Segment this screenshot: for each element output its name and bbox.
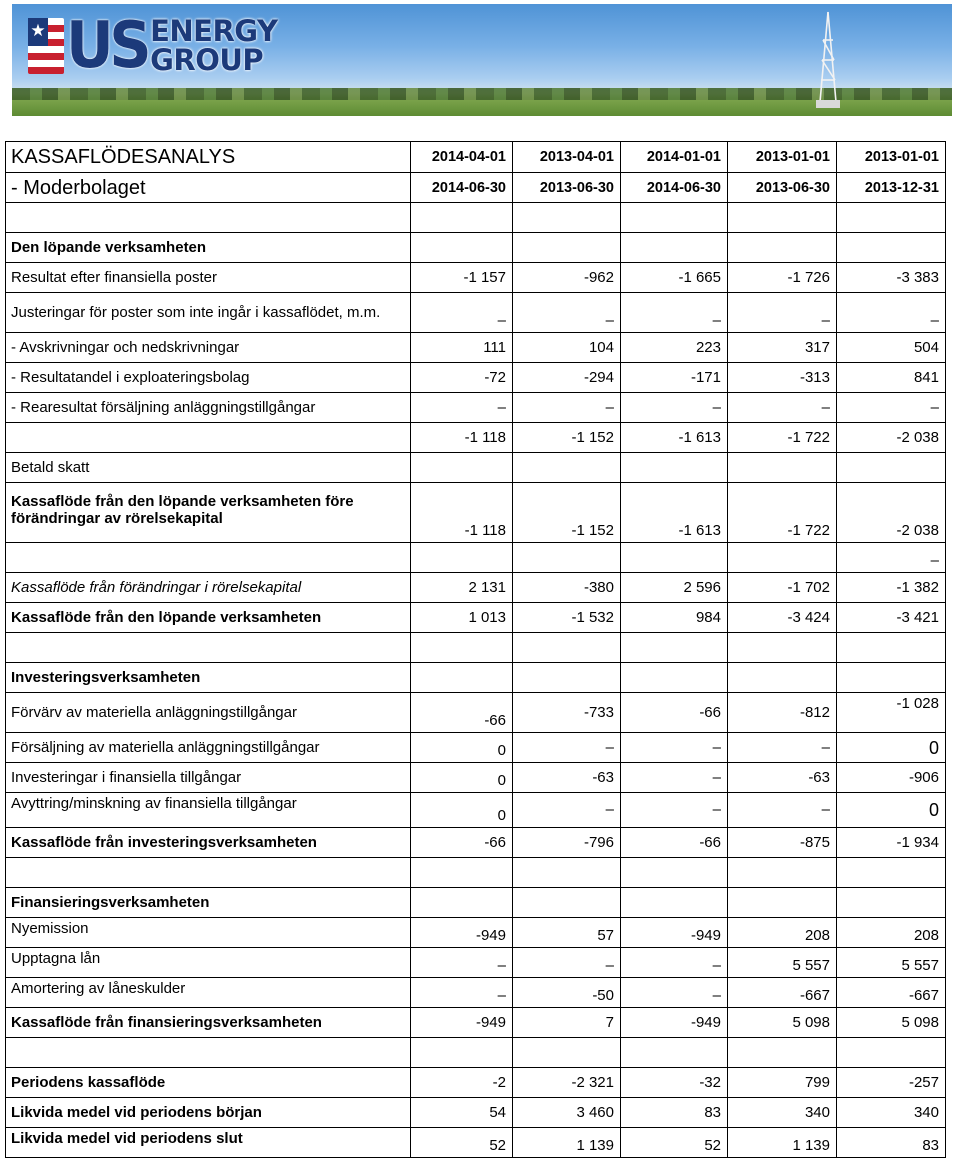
row-label: Upptagna lån: [6, 948, 411, 978]
cell-value: -1 118: [411, 423, 513, 453]
cell-value: -1 152: [513, 483, 621, 543]
cell-value: -63: [513, 763, 621, 793]
section-title: Investeringsverksamheten: [6, 663, 411, 693]
cell-value: -1 722: [728, 423, 837, 453]
cell-value: –: [513, 948, 621, 978]
cell-value: 83: [837, 1128, 946, 1158]
cell-value: –: [621, 293, 728, 333]
table-header-row: [6, 173, 946, 203]
cell-value: -1 157: [411, 263, 513, 293]
period-start-3: 2014-01-01: [621, 142, 728, 173]
table-row: [6, 543, 946, 573]
cell-value: -171: [621, 363, 728, 393]
cell-value: –: [621, 763, 728, 793]
cell-value: -906: [837, 763, 946, 793]
cell-value: 7: [513, 1008, 621, 1038]
cell-value: -3 383: [837, 263, 946, 293]
cell-value: 52: [411, 1128, 513, 1158]
table-row: [6, 483, 946, 543]
cell-value: 54: [411, 1098, 513, 1128]
cell-value: 317: [728, 333, 837, 363]
row-label: Kassaflöde från den löpande verksamheten före förändringar av rörelsekapital: [6, 483, 411, 543]
cell-value: –: [513, 733, 621, 763]
cell-value: -949: [411, 918, 513, 948]
period-start-4: 2013-01-01: [728, 142, 837, 173]
logo-energy-text: ENERGY: [150, 14, 278, 48]
table-row: [6, 1128, 946, 1158]
cell-value: -1 702: [728, 573, 837, 603]
cell-value: 0: [837, 793, 946, 828]
row-label: Kassaflöde från den löpande verksamheten: [6, 603, 411, 633]
cell-value: -3 424: [728, 603, 837, 633]
cell-dash: –: [837, 543, 946, 573]
table-row: [6, 333, 946, 363]
cell-value: -66: [411, 828, 513, 858]
cell-value: 52: [621, 1128, 728, 1158]
cell-value: -667: [728, 978, 837, 1008]
cell-value: -1 028: [837, 693, 946, 733]
cell-value: –: [513, 393, 621, 423]
cell-value: –: [621, 978, 728, 1008]
cell-value: –: [513, 293, 621, 333]
cell-value: 208: [837, 918, 946, 948]
table-row: [6, 263, 946, 293]
row-label: - Rearesultat försäljning anläggningstillgångar: [6, 393, 411, 423]
table-row: [6, 1068, 946, 1098]
period-end-5: 2013-12-31: [837, 173, 946, 203]
cell-value: -875: [728, 828, 837, 858]
row-label: Periodens kassaflöde: [6, 1068, 411, 1098]
cell-value: -294: [513, 363, 621, 393]
table-title: KASSAFLÖDESANALYS: [6, 142, 411, 173]
cell-value: 83: [621, 1098, 728, 1128]
row-label: Kassaflöde från investeringsverksamheten: [6, 828, 411, 858]
cell-value: –: [621, 393, 728, 423]
row-label: Försäljning av materiella anläggningstillgångar: [6, 733, 411, 763]
row-label: Betald skatt: [6, 453, 411, 483]
logo-group-text: GROUP: [150, 43, 264, 77]
spacer-row: [6, 1038, 946, 1068]
table-header-row: [6, 142, 946, 173]
period-start-2: 2013-04-01: [513, 142, 621, 173]
cell-value: 0: [411, 793, 513, 828]
cell-value: -1 613: [621, 483, 728, 543]
row-label: Kassaflöde från förändringar i rörelsekapital: [6, 573, 411, 603]
table-row: [6, 733, 946, 763]
cell-value: -1 118: [411, 483, 513, 543]
cell-value: -2: [411, 1068, 513, 1098]
period-end-1: 2014-06-30: [411, 173, 513, 203]
row-label: Avyttring/minskning av finansiella tillgångar: [6, 793, 411, 828]
cell-value: -313: [728, 363, 837, 393]
row-label: Nyemission: [6, 918, 411, 948]
cell-value: –: [621, 948, 728, 978]
cell-value: 340: [728, 1098, 837, 1128]
cell-value: –: [411, 293, 513, 333]
cell-value: -3 421: [837, 603, 946, 633]
cell-value: –: [728, 733, 837, 763]
cell-value: -2 321: [513, 1068, 621, 1098]
cell-value: -50: [513, 978, 621, 1008]
cell-value: -66: [621, 828, 728, 858]
table-row: [6, 453, 946, 483]
cell-value: -72: [411, 363, 513, 393]
cell-value: –: [513, 793, 621, 828]
row-label: Investeringar i finansiella tillgångar: [6, 763, 411, 793]
cell-value: 799: [728, 1068, 837, 1098]
banner-field: [12, 100, 952, 116]
cell-value: 1 139: [728, 1128, 837, 1158]
table-row: [6, 603, 946, 633]
cell-value: 340: [837, 1098, 946, 1128]
cell-value: 1 013: [411, 603, 513, 633]
cell-value: –: [728, 393, 837, 423]
table-row: [6, 948, 946, 978]
cell-value: -2 038: [837, 483, 946, 543]
cell-value: -63: [728, 763, 837, 793]
cell-value: -796: [513, 828, 621, 858]
cell-value: –: [621, 793, 728, 828]
section-header-row: [6, 663, 946, 693]
table-row: [6, 828, 946, 858]
drilling-rig-icon: [814, 10, 842, 110]
cell-value: -1 934: [837, 828, 946, 858]
header-banner: [12, 4, 952, 116]
cell-value: -949: [621, 1008, 728, 1038]
cell-value: -1 382: [837, 573, 946, 603]
cell-value: -1 613: [621, 423, 728, 453]
cell-value: -32: [621, 1068, 728, 1098]
period-end-3: 2014-06-30: [621, 173, 728, 203]
banner-treeline: [12, 88, 952, 100]
period-start-1: 2014-04-01: [411, 142, 513, 173]
cell-value: -1 532: [513, 603, 621, 633]
cell-value: -667: [837, 978, 946, 1008]
table-row: [6, 1008, 946, 1038]
table-row: [6, 763, 946, 793]
section-header-row: [6, 233, 946, 263]
cell-value: 223: [621, 333, 728, 363]
cell-value: 841: [837, 363, 946, 393]
table-row: [6, 1098, 946, 1128]
row-label: Justeringar för poster som inte ingår i kassaflödet, m.m.: [6, 293, 411, 333]
cell-value: -949: [411, 1008, 513, 1038]
cell-value: –: [411, 393, 513, 423]
cell-value: 504: [837, 333, 946, 363]
cell-value: 3 460: [513, 1098, 621, 1128]
cell-value: -66: [411, 693, 513, 733]
cell-value: 5 098: [728, 1008, 837, 1038]
cell-value: -733: [513, 693, 621, 733]
cell-value: 57: [513, 918, 621, 948]
cell-value: 208: [728, 918, 837, 948]
cell-value: –: [728, 793, 837, 828]
row-label: - Avskrivningar och nedskrivningar: [6, 333, 411, 363]
cell-value: -257: [837, 1068, 946, 1098]
table-row: [6, 693, 946, 733]
row-label: Resultat efter finansiella poster: [6, 263, 411, 293]
cell-value: -812: [728, 693, 837, 733]
row-label: Amortering av låneskulder: [6, 978, 411, 1008]
cell-value: 0: [411, 763, 513, 793]
section-header-row: [6, 888, 946, 918]
cell-value: -1 152: [513, 423, 621, 453]
cell-value: -962: [513, 263, 621, 293]
section-title: Finansieringsverksamheten: [6, 888, 411, 918]
row-label: Likvida medel vid periodens slut: [6, 1128, 411, 1158]
cell-value: –: [411, 978, 513, 1008]
cell-value: 2 596: [621, 573, 728, 603]
cell-value: 0: [411, 733, 513, 763]
cell-value: 5 557: [837, 948, 946, 978]
flag-icon: ★: [28, 18, 64, 74]
spacer-row: [6, 633, 946, 663]
period-end-4: 2013-06-30: [728, 173, 837, 203]
cell-value: -1 665: [621, 263, 728, 293]
cell-value: -949: [621, 918, 728, 948]
cell-value: -1 722: [728, 483, 837, 543]
spacer-row: [6, 858, 946, 888]
cell-value: –: [728, 293, 837, 333]
spacer-row: [6, 203, 946, 233]
period-end-2: 2013-06-30: [513, 173, 621, 203]
row-label: Kassaflöde från finansieringsverksamheten: [6, 1008, 411, 1038]
cash-flow-table: [5, 141, 946, 1158]
table-subtitle: - Moderbolaget: [6, 173, 411, 203]
cell-value: 5 098: [837, 1008, 946, 1038]
cell-value: –: [621, 733, 728, 763]
logo-us-text: US: [66, 9, 148, 83]
row-label: - Resultatandel i exploateringsbolag: [6, 363, 411, 393]
cell-value: 5 557: [728, 948, 837, 978]
table-row: [6, 293, 946, 333]
row-label: Likvida medel vid periodens början: [6, 1098, 411, 1128]
cell-value: –: [411, 948, 513, 978]
cell-value: 0: [837, 733, 946, 763]
cell-value: –: [837, 393, 946, 423]
logo-wordmark: [150, 14, 278, 77]
table-row: [6, 978, 946, 1008]
cell-value: 1 139: [513, 1128, 621, 1158]
table-row: [6, 573, 946, 603]
cell-value: -66: [621, 693, 728, 733]
company-logo: [28, 9, 278, 83]
cell-value: 111: [411, 333, 513, 363]
row-label: Förvärv av materiella anläggningstillgångar: [6, 693, 411, 733]
period-start-5: 2013-01-01: [837, 142, 946, 173]
section-title: Den löpande verksamheten: [6, 233, 411, 263]
cell-value: 2 131: [411, 573, 513, 603]
cell-value: -1 726: [728, 263, 837, 293]
cell-value: -2 038: [837, 423, 946, 453]
table-row: [6, 393, 946, 423]
table-row: [6, 793, 946, 828]
table-row: [6, 423, 946, 453]
cell-value: 984: [621, 603, 728, 633]
table-row: [6, 363, 946, 393]
cell-value: –: [837, 293, 946, 333]
cell-value: -380: [513, 573, 621, 603]
cell-value: 104: [513, 333, 621, 363]
table-row: [6, 918, 946, 948]
